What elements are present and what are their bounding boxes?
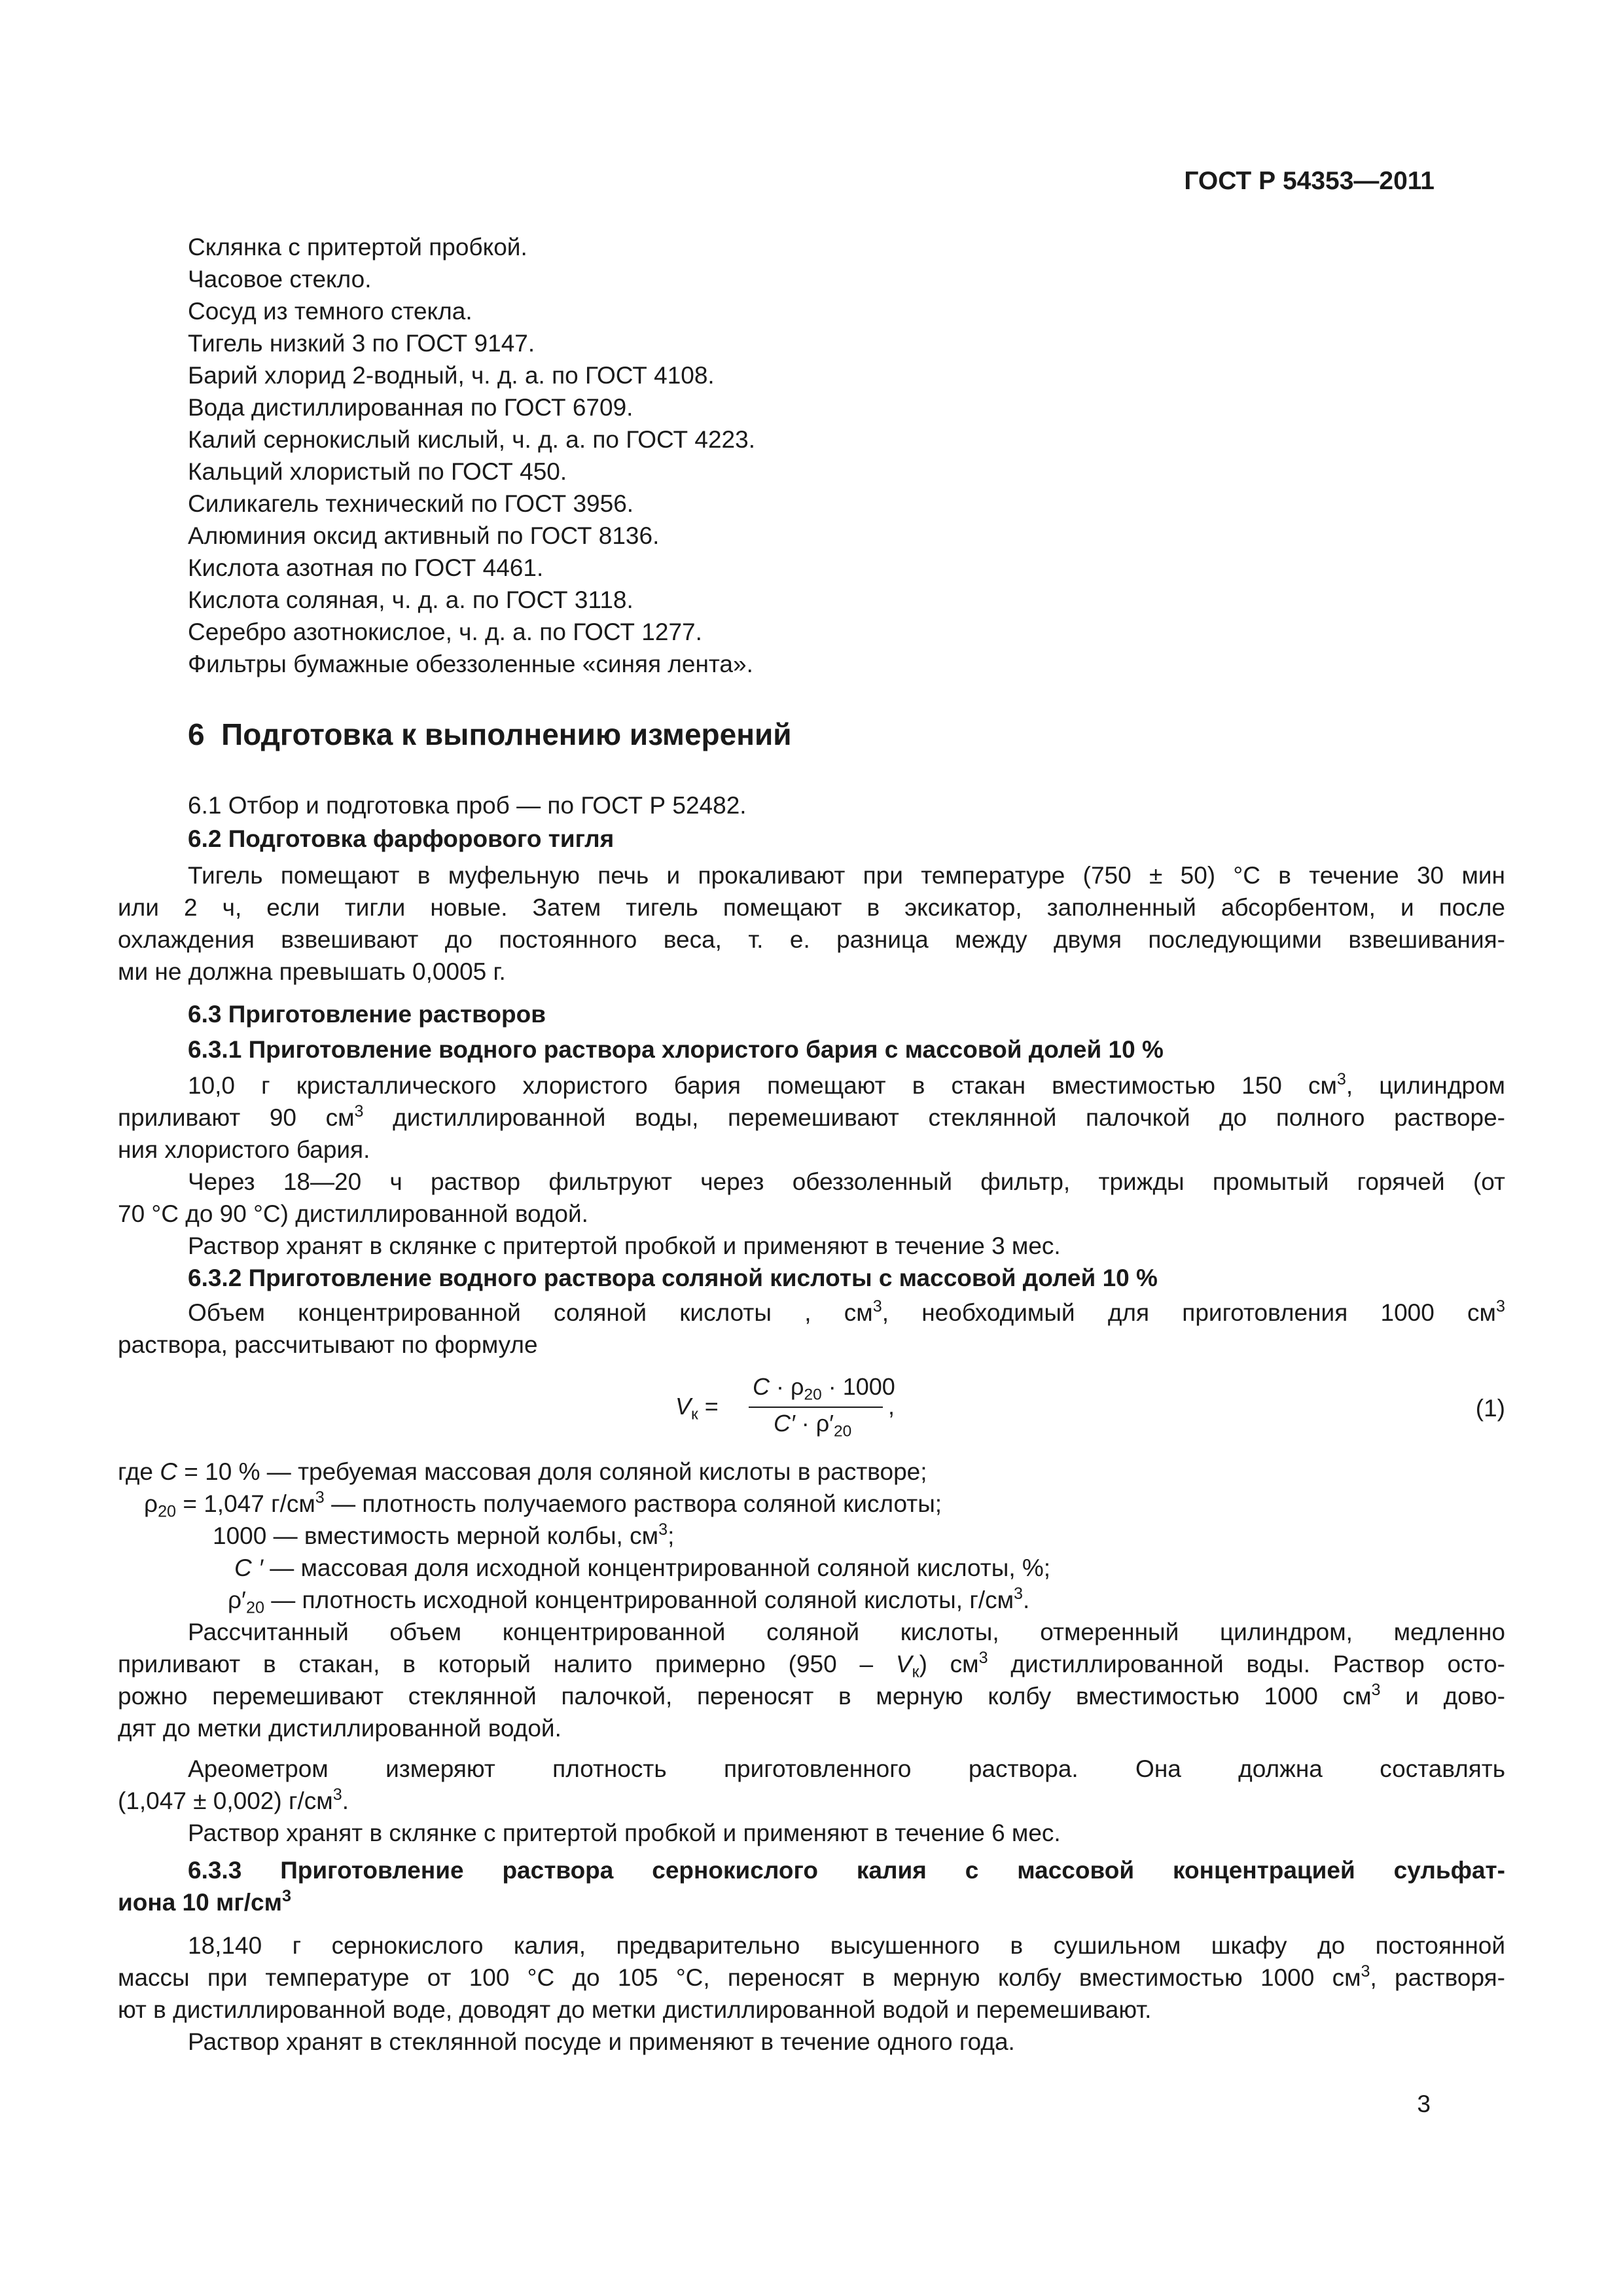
paragraph-line: дят до метки дистиллированной водой.: [118, 1715, 562, 1742]
doc-id: ГОСТ Р 54353—2011: [1184, 167, 1435, 195]
paragraph-line: ми не должна превышать 0,0005 г.: [118, 958, 506, 985]
paragraph-line: приливают в стакан, в который налито примерно $(950 - V_к)$ $см^3$ дистиллированной воды. Раствор осто-: [118, 1649, 1505, 1681]
paragraph-line: Через 18—20 ч раствор фильтруют через обеззоленный фильтр, трижды промытый горячей (от: [188, 1168, 1505, 1195]
paragraph-6-1: 6.1 Отбор и подготовка проб — по ГОСТ Р 52482.: [188, 792, 747, 819]
paragraph-line: приливают 90 $см^3$ дистиллированной воды, перемешивают стеклянной палочкой до полного растворе-: [118, 1102, 1505, 1131]
list-item: Серебро азотнокислое, ч. д. а. по ГОСТ 1277.: [188, 619, 702, 645]
paragraph-line: Раствор хранят в стеклянной посуде и применяют в течение одного года.: [188, 2028, 1015, 2055]
where-item: $\rho_{20} = 1,047$ $г/см^3$ — плотность получаемого раствора соляной кислоты;: [144, 1488, 942, 1521]
list-item: Алюминия оксид активный по ГОСТ 8136.: [188, 522, 660, 549]
paragraph-line: охлаждения взвешивают до постоянного веса, т. е. разница между двумя последующими взвешивания-: [118, 926, 1505, 953]
paragraph-line: 18,140 г сернокислого калия, предварительно высушенного в сушильном шкафу до постоянной: [188, 1932, 1505, 1959]
where-item: где C = 10 % — требуемая массовая доля соляной кислоты в растворе;: [118, 1458, 927, 1485]
list-item: Часовое стекло.: [188, 266, 372, 293]
paragraph-line: рожно перемешивают стеклянной палочкой, переносят в мерную колбу вместимостью 1000 $см^3$ и дово-: [118, 1681, 1505, 1710]
paragraph-line: Раствор хранят в склянке с притертой пробкой и применяют в течение 3 мес.: [188, 1232, 1061, 1259]
heading-6-3-3-cont: иона 10 $мг/см^3$: [118, 1887, 291, 1916]
paragraph-line: Объем концентрированной соляной кислоты , $см^3$, необходимый для приготовления 1000 $см^3$: [188, 1297, 1505, 1326]
formula-comma: ,: [888, 1393, 895, 1420]
where-item: $\rho'_{20}$ — плотность исходной концентрированной соляной кислоты, $г/см^3$.: [228, 1585, 1030, 1617]
paragraph-line: 70 °С до 90 °С) дистиллированной водой.: [118, 1200, 588, 1227]
formula-denominator: $C' \cdot \rho'_{20}$: [774, 1410, 852, 1441]
heading-6-3-1: 6.3.1 Приготовление водного раствора хлористого бария с массовой долей 10 %: [188, 1036, 1164, 1063]
section-6-heading: [188, 715, 792, 754]
paragraph-line: массы при температуре от 100 °С до 105 °С, переносят в мерную колбу вместимостью 1000 $см^3$, растворя-: [118, 1962, 1505, 1991]
where-item: C ′ — массовая доля исходной концентрированной соляной кислоты, %;: [234, 1554, 1051, 1581]
list-item: Склянка с притертой пробкой.: [188, 234, 527, 260]
heading-6-3-3: 6.3.3 Приготовление раствора сернокислого калия с массовой концентрацией сульфат-: [188, 1857, 1505, 1884]
formula-numerator: $C \cdot \rho_{20} \cdot 1000$: [753, 1373, 895, 1404]
list-item: Сосуд из темного стекла.: [188, 298, 473, 325]
heading-6-2: 6.2 Подготовка фарфорового тигля: [188, 825, 615, 852]
paragraph-line: раствора, рассчитывают по формуле: [118, 1331, 538, 1358]
paragraph-line: (1,047 ± 0,002) $г/см^3$.: [118, 1785, 349, 1814]
list-item: Вода дистиллированная по ГОСТ 6709.: [188, 394, 633, 421]
list-item: Кислота соляная, ч. д. а. по ГОСТ 3118.: [188, 586, 633, 613]
section-number: 6: [188, 717, 205, 751]
paragraph-line: Тигель помещают в муфельную печь и прокаливают при температуре (750 ± 50) °С в течение 30 мин: [188, 862, 1505, 889]
paragraph-line: ния хлористого бария.: [118, 1136, 370, 1163]
equation-number: (1): [1475, 1395, 1505, 1422]
list-item: Силикагель технический по ГОСТ 3956.: [188, 490, 634, 517]
heading-6-3-2: 6.3.2 Приготовление водного раствора соляной кислоты с массовой долей 10 %: [188, 1265, 1158, 1291]
section-title: Подготовка к выполнению измерений: [221, 717, 792, 751]
list-item: Кальций хлористый по ГОСТ 450.: [188, 458, 567, 485]
list-item: Тигель низкий 3 по ГОСТ 9147.: [188, 330, 535, 357]
where-item: 1000 — вместимость мерной колбы, $см^3$;: [213, 1520, 675, 1549]
list-item: Фильтры бумажные обеззоленные «синяя лента».: [188, 651, 753, 677]
paragraph-line: Раствор хранят в склянке с притертой пробкой и применяют в течение 6 мес.: [188, 1820, 1061, 1846]
formula-lhs: $V_к$ =: [675, 1393, 719, 1424]
list-item: Барий хлорид 2-водный, ч. д. а. по ГОСТ 4108.: [188, 362, 715, 389]
content: [118, 0, 1505, 2296]
fraction-bar: [749, 1407, 883, 1408]
paragraph-line: Ареометром измеряют плотность приготовленного раствора. Она должна составлять: [188, 1755, 1505, 1782]
page-number: 3: [1417, 2090, 1431, 2117]
paragraph-line: или 2 ч, если тигли новые. Затем тигель помещают в эксикатор, заполненный абсорбентом, и после: [118, 894, 1505, 921]
paragraph-line: 10,0 г кристаллического хлористого бария помещают в стакан вместимостью 150 $см^3$, цилиндром: [188, 1070, 1505, 1099]
heading-6-3: 6.3 Приготовление растворов: [188, 1001, 546, 1028]
paragraph-line: Рассчитанный объем концентрированной соляной кислоты, отмеренный цилиндром, медленно: [188, 1619, 1505, 1645]
paragraph-line: ют в дистиллированной воде, доводят до метки дистиллированной водой и перемешивают.: [118, 1996, 1152, 2023]
list-item: Кислота азотная по ГОСТ 4461.: [188, 554, 544, 581]
list-item: Калий сернокислый кислый, ч. д. а. по ГОСТ 4223.: [188, 426, 755, 453]
